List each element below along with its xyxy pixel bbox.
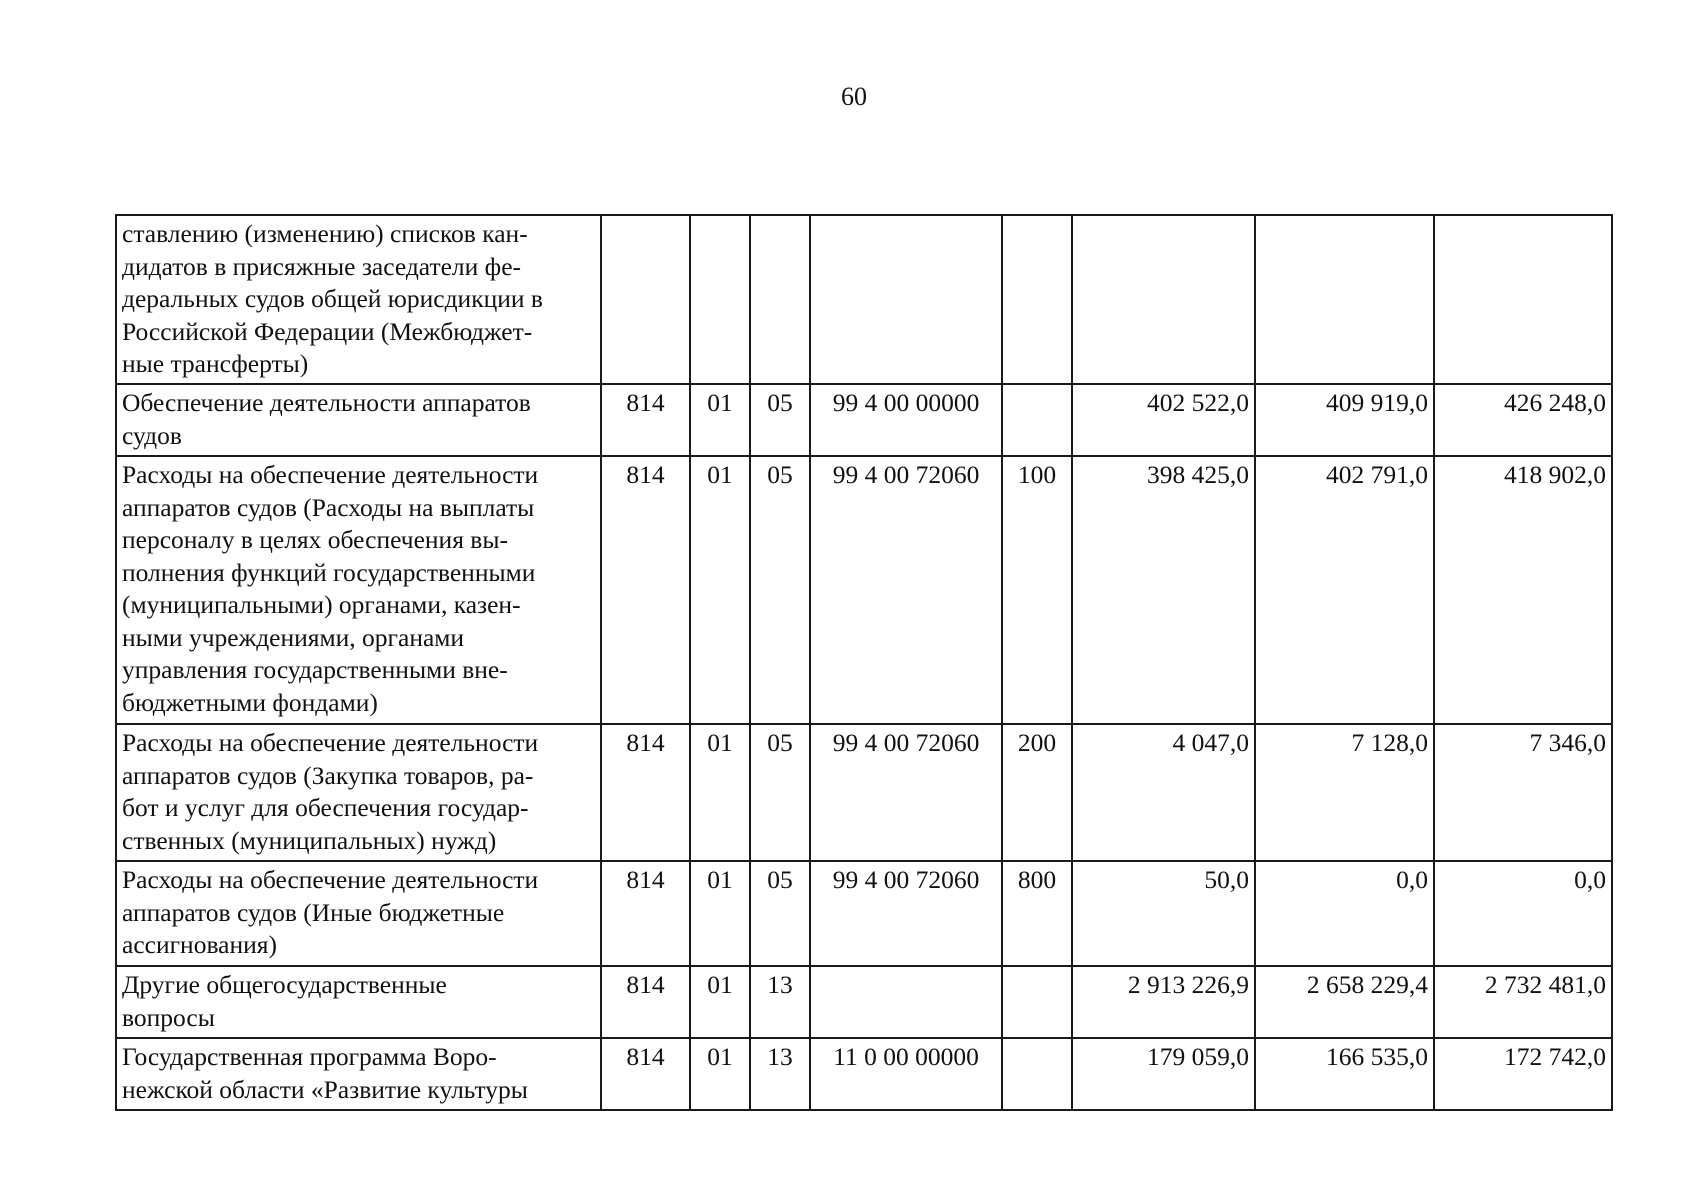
target-article-cell [810, 215, 1002, 384]
amount-year2-cell: 402 791,0 [1255, 456, 1434, 724]
expense-name-cell: Расходы на обеспечение деятельности аппаратов судов (Закупка товаров, ра- бот и услуг для обеспечения государ- ственных (муниципальных) нужд) [116, 724, 601, 861]
amount-year3-cell [1434, 215, 1612, 384]
table-row [116, 456, 1612, 724]
expense-type-cell [1002, 966, 1072, 1038]
subsection-code-cell: 05 [750, 456, 810, 724]
expense-name-cell: Другие общегосударственные вопросы [116, 966, 601, 1038]
expense-name-cell: Расходы на обеспечение деятельности аппаратов судов (Иные бюджетные ассигнования) [116, 861, 601, 966]
target-article-cell: 99 4 00 72060 [810, 861, 1002, 966]
amount-year3-cell: 0,0 [1434, 861, 1612, 966]
amount-year2-cell: 166 535,0 [1255, 1038, 1434, 1110]
expense-type-cell [1002, 384, 1072, 456]
subsection-code-cell: 13 [750, 966, 810, 1038]
target-article-cell: 11 0 00 00000 [810, 1038, 1002, 1110]
budget-table [115, 214, 1613, 1111]
subsection-code-cell [750, 215, 810, 384]
target-article-cell: 99 4 00 00000 [810, 384, 1002, 456]
target-article-cell: 99 4 00 72060 [810, 724, 1002, 861]
amount-year3-cell: 2 732 481,0 [1434, 966, 1612, 1038]
amount-year3-cell: 172 742,0 [1434, 1038, 1612, 1110]
section-code-cell: 01 [690, 384, 750, 456]
table-row [116, 384, 1612, 456]
expense-name-cell: Государственная программа Воро- нежской области «Развитие культуры [116, 1038, 601, 1110]
target-article-cell [810, 966, 1002, 1038]
subsection-code-cell: 05 [750, 861, 810, 966]
table-row [116, 215, 1612, 384]
table-row [116, 724, 1612, 861]
expense-name-cell: Обеспечение деятельности аппаратов судов [116, 384, 601, 456]
expense-type-cell: 800 [1002, 861, 1072, 966]
grbs-code-cell: 814 [601, 1038, 690, 1110]
section-code-cell: 01 [690, 1038, 750, 1110]
amount-year3-cell: 426 248,0 [1434, 384, 1612, 456]
grbs-code-cell: 814 [601, 456, 690, 724]
grbs-code-cell: 814 [601, 966, 690, 1038]
grbs-code-cell: 814 [601, 724, 690, 861]
subsection-code-cell: 05 [750, 384, 810, 456]
amount-year2-cell: 2 658 229,4 [1255, 966, 1434, 1038]
amount-year2-cell [1255, 215, 1434, 384]
section-code-cell: 01 [690, 861, 750, 966]
amount-year2-cell: 409 919,0 [1255, 384, 1434, 456]
page-number: 60 [841, 82, 867, 111]
amount-year1-cell: 398 425,0 [1072, 456, 1255, 724]
subsection-code-cell: 13 [750, 1038, 810, 1110]
expense-name-cell: Расходы на обеспечение деятельности аппаратов судов (Расходы на выплаты персоналу в целях обеспечения вы- полнения функций государственными (муниципальными) органами, казен- ными учреждениями, органами управления государственными вне- бюджетными фондами) [116, 456, 601, 724]
grbs-code-cell [601, 215, 690, 384]
amount-year1-cell: 2 913 226,9 [1072, 966, 1255, 1038]
amount-year2-cell: 7 128,0 [1255, 724, 1434, 861]
target-article-cell: 99 4 00 72060 [810, 456, 1002, 724]
amount-year3-cell: 418 902,0 [1434, 456, 1612, 724]
section-code-cell: 01 [690, 966, 750, 1038]
amount-year1-cell: 179 059,0 [1072, 1038, 1255, 1110]
amount-year1-cell: 50,0 [1072, 861, 1255, 966]
table-row [116, 966, 1612, 1038]
expense-type-cell: 200 [1002, 724, 1072, 861]
section-code-cell: 01 [690, 456, 750, 724]
amount-year1-cell [1072, 215, 1255, 384]
expense-name-cell: ставлению (изменению) списков кан- дидатов в присяжные заседатели фе- деральных судов общей юрисдикции в Российской Федерации (Межбюджет- ные трансферты) [116, 215, 601, 384]
expense-type-cell: 100 [1002, 456, 1072, 724]
subsection-code-cell: 05 [750, 724, 810, 861]
amount-year1-cell: 4 047,0 [1072, 724, 1255, 861]
section-code-cell [690, 215, 750, 384]
amount-year1-cell: 402 522,0 [1072, 384, 1255, 456]
table-row [116, 1038, 1612, 1110]
grbs-code-cell: 814 [601, 861, 690, 966]
expense-type-cell [1002, 215, 1072, 384]
grbs-code-cell: 814 [601, 384, 690, 456]
amount-year3-cell: 7 346,0 [1434, 724, 1612, 861]
table-row [116, 861, 1612, 966]
amount-year2-cell: 0,0 [1255, 861, 1434, 966]
expense-type-cell [1002, 1038, 1072, 1110]
section-code-cell: 01 [690, 724, 750, 861]
